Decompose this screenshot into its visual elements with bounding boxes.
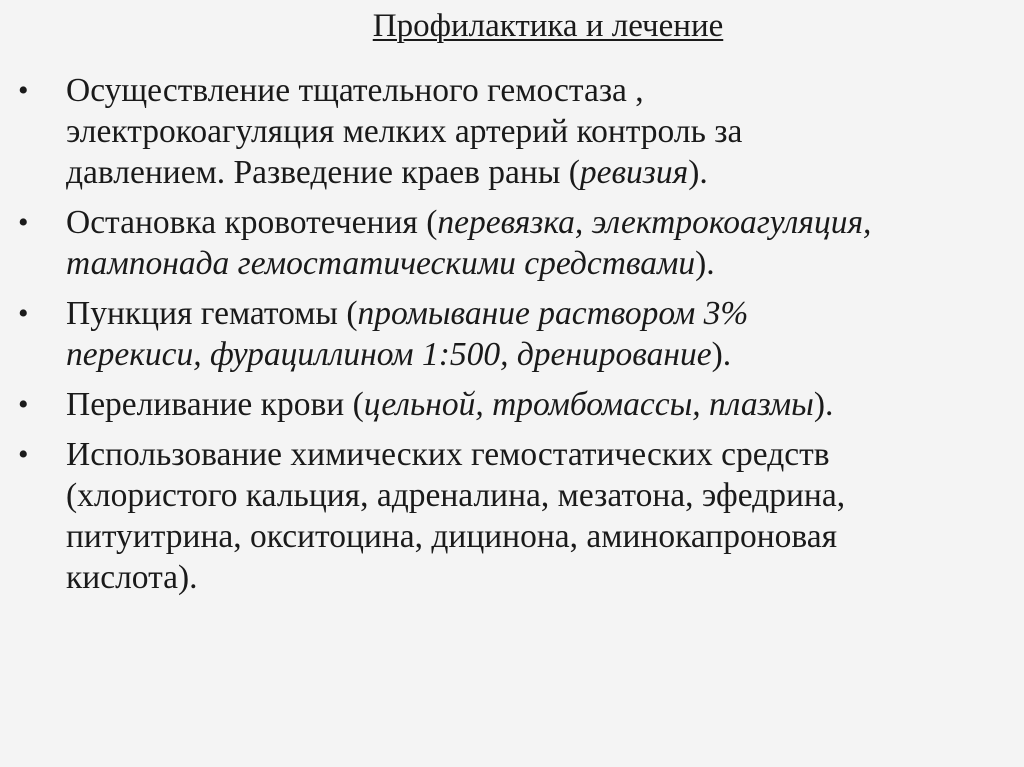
bullet-line <box>66 243 1024 284</box>
bullet-line <box>66 293 1024 334</box>
bullet-text: ). <box>813 386 834 423</box>
bullet-line <box>66 111 1024 152</box>
bullet-item <box>18 384 1024 425</box>
bullet-text: кислота). <box>66 559 198 596</box>
bullet-text-italic: тампонада гемостатическими средствами <box>66 245 696 282</box>
bullet-line <box>66 334 1024 375</box>
bullet-line <box>66 70 1024 111</box>
bullet-text-italic: промывание раствором 3% <box>357 295 749 332</box>
bullet-line <box>66 202 1024 243</box>
bullet-text: давлением. Разведение краев раны ( <box>66 154 580 191</box>
bullet-text: электрокоагуляция мелких артерий контроль за <box>66 113 743 150</box>
bullet-text: Переливание крови ( <box>66 386 364 423</box>
bullet-text: питуитрина, окситоцина, дицинона, аминокапроновая <box>66 518 838 555</box>
bullet-text: ). <box>688 154 708 191</box>
bullet-dot: • <box>18 74 29 107</box>
bullet-item <box>18 293 1024 375</box>
bullet-item <box>18 434 1024 598</box>
bullet-item <box>18 202 1024 284</box>
bullet-text-italic: ревизия <box>579 154 689 191</box>
bullet-text: Пункция гематомы ( <box>66 295 358 332</box>
bullet-dot: • <box>18 297 29 330</box>
bullet-dot: • <box>18 438 29 471</box>
bullet-text-italic: перевязка, электрокоагуляция, <box>437 204 872 241</box>
bullet-line <box>66 434 1024 475</box>
bullet-line <box>66 152 1024 193</box>
bullet-text: Остановка кровотечения ( <box>66 204 438 241</box>
bullet-line <box>66 384 1024 425</box>
bullet-line <box>66 557 1024 598</box>
bullet-text: ). <box>695 245 715 282</box>
bullet-text: (хлористого кальция, адреналина, мезатона, эфедрина, <box>66 477 846 514</box>
bullet-text-italic: цельной, тромбомассы, плазмы <box>363 386 814 423</box>
bullet-text: ). <box>711 336 732 373</box>
bullet-dot: • <box>18 206 29 239</box>
bullet-text: Осуществление тщательного гемостаза , <box>66 72 644 109</box>
bullet-line <box>66 516 1024 557</box>
bullet-text-italic: перекиси, фурациллином 1:500, дренирование <box>66 336 712 373</box>
slide-title: Профилактика и лечение <box>372 8 724 44</box>
bullet-text: Использование химических гемостатических средств <box>66 436 830 473</box>
bullet-list <box>18 70 1024 607</box>
bullet-item <box>18 70 1024 193</box>
bullet-line <box>66 475 1024 516</box>
bullet-dot: • <box>18 388 29 421</box>
